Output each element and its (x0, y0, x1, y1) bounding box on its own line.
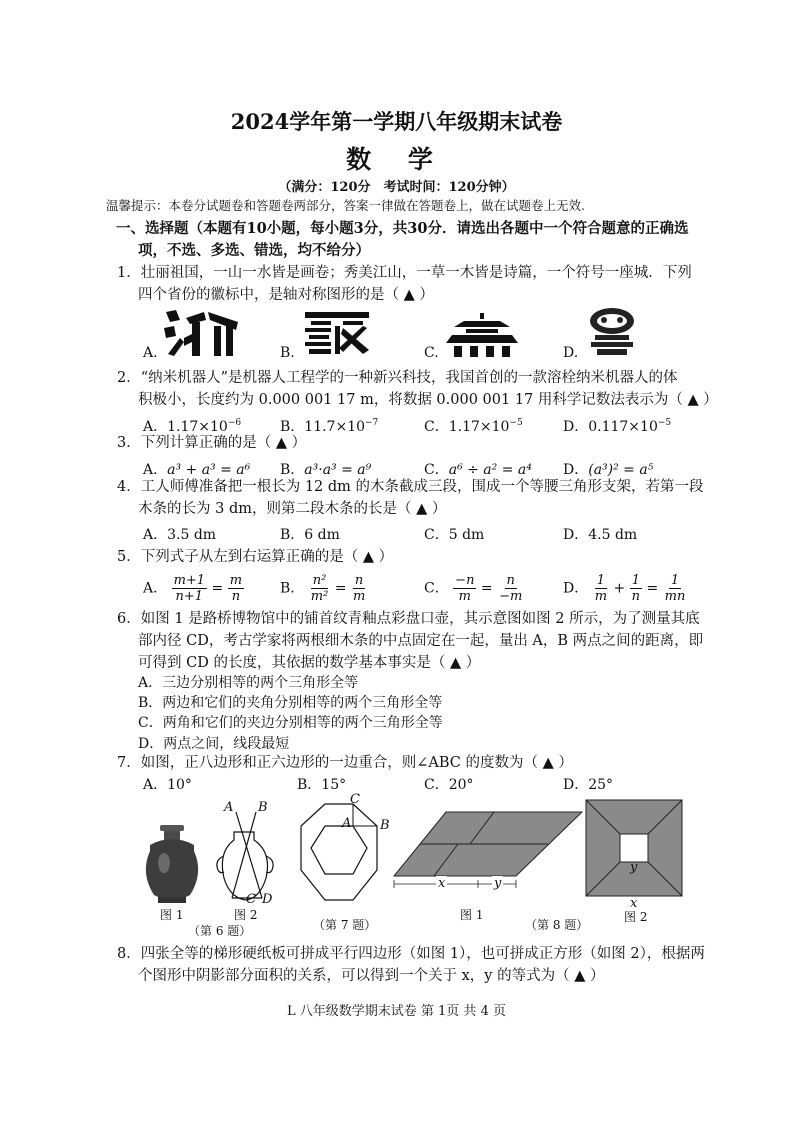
q6-line2: 部内径 CD，考古学家将两根细木条的中点固定在一起，量出 A，B 两点之间的距离，即 (138, 633, 704, 649)
page-footer: L 八年级数学期末试卷 第 1页 共 4 页 (287, 1004, 506, 1019)
q8-parallelogram-diagram (394, 808, 584, 888)
q2-option-c: C．$1.17\times 10^{-5}$ (424, 418, 523, 435)
q2-option-d: D．$0.117\times 10^{-5}$ (563, 418, 672, 435)
q3-option-b: B．a³·a³ = a⁹ (280, 462, 372, 478)
q7-option-c: C．20° (424, 777, 474, 793)
q6-caption: （第 6 题） (188, 924, 252, 938)
q3-option-d: D．(a³)² = a⁵ (563, 462, 654, 478)
xizang-logo-icon (303, 310, 371, 356)
q4-option-c: C．5 dm (424, 527, 485, 543)
q3-option-a: A．a³ + a³ = a⁶ (143, 462, 251, 478)
q4-option-d: D．4.5 dm (563, 527, 638, 543)
q6-option-d: D．两点之间，线段最短 (138, 736, 290, 752)
q6-label-c: C (246, 892, 256, 907)
q8-label-y: y (494, 876, 502, 891)
exam-title: 2024学年第一学期八年级期末试卷 (230, 109, 563, 134)
q6-line1: 6．如图 1 是路桥博物馆中的铺首纹青釉点彩盘口壶，其示意图如图 2 所示，为了测量其底 (117, 611, 700, 627)
section-heading-line1: 一、选择题（本题有10小题，每小题3分，共30分．请选出各题中一个符合题意的正确选 (116, 220, 689, 237)
vase-photo-icon (140, 823, 204, 905)
q7-octagon-hexagon-diagram (293, 796, 385, 908)
q7-option-b: B．15° (297, 777, 347, 793)
q6-fig1-caption: 图 1 (160, 908, 184, 922)
q1-option-c: C. (424, 345, 439, 361)
q7-label-a: A (342, 816, 352, 831)
q3-line1: 3．下列计算正确的是（ ▲ ） (117, 435, 307, 451)
q5-option-b: B． $\frac{\text{n²}}{\text{m²}}$ = $\frac{n}{m}$ (280, 573, 366, 604)
q6-fig2-caption: 图 2 (234, 908, 258, 922)
q2-option-a: A．$1.17\times 10^{-6}$ (143, 418, 242, 435)
q8-label-x: x (438, 876, 446, 891)
q5-line1: 5．下列式子从左到右运算正确的是（ ▲ ） (117, 549, 394, 565)
q2-option-b: B．$11.7\times 10^{-7}$ (280, 418, 379, 435)
q6-option-c: C．两角和它们的夹边分别相等的两个三角形全等 (138, 715, 443, 731)
q5-option-d: D． $\frac{1}{m}$ + $\frac{1}{n}$ = $\frac{1}{mn}$ (563, 573, 686, 604)
q4-line1: 4．工人师傅准备把一根长为 12 dm 的木条截成三段，围成一个等腰三角形支架，若第一段 (117, 479, 704, 495)
q8-square-diagram (584, 798, 684, 898)
q5-option-a: A． $\frac{m+1}{n+1}$ = $\frac{m}{n}$ (143, 573, 243, 604)
lion-logo-icon (585, 305, 639, 359)
q7-label-c: C (350, 792, 360, 807)
q1-line2: 四个省份的徽标中，是轴对称图形的是（ ▲ ） (138, 287, 434, 303)
q6-label-b: B (258, 800, 268, 815)
q8-caption: （第 8 题） (525, 918, 589, 932)
q8-line1: 8．四张全等的梯形硬纸板可拼成平行四边形（如图 1），也可拼成正方形（如图 2），根据两 (117, 946, 705, 962)
q1-option-a: A. (143, 345, 158, 361)
q4-line2: 木条的长为 3 dm，则第二段木条的长是（ ▲ ） (138, 501, 447, 517)
q2-line2: 积极小，长度约为 0.000 001 17 m，将数据 0.000 001 17 用科学记数法表示为（ ▲ ） (138, 392, 718, 408)
zhejiang-logo-icon (162, 308, 240, 358)
q8-fig2-label-y: y (630, 860, 638, 875)
q7-caption: （第 7 题） (313, 918, 377, 932)
section-heading-line2: 项，不选、多选、错选，均不给分） (138, 242, 370, 259)
q8-fig1-caption: 图 1 (460, 908, 484, 922)
q8-line2: 个图形中阴影部分面积的关系，可以得到一个关于 x，y 的等式为（ ▲ ） (138, 968, 605, 984)
q6-label-d: D (262, 892, 273, 907)
q7-line1: 7．如图，正八边形和正六边形的一边重合，则∠ABC 的度数为（ ▲ ） (117, 755, 573, 771)
q7-option-d: D．25° (563, 777, 614, 793)
exam-meta: （满分：120分 考试时间：120分钟） (278, 180, 515, 195)
subject-title: 数 学 (346, 145, 447, 174)
q8-fig2-label-x: x (630, 896, 638, 911)
q8-fig2-caption: 图 2 (624, 910, 648, 924)
q4-option-b: B．6 dm (280, 527, 340, 543)
q6-line3: 可得到 CD 的长度，其依据的数学基本事实是（ ▲ ） (138, 655, 481, 671)
q6-label-a: A (224, 800, 234, 815)
q3-option-c: C．a⁶ ÷ a² = a⁴ (424, 462, 532, 478)
exam-tip: 温馨提示：本卷分试题卷和答题卷两部分，答案一律做在答题卷上，做在试题卷上无效. (106, 198, 585, 213)
q7-label-b: B (380, 818, 390, 833)
q6-option-b: B．两边和它们的夹角分别相等的两个三角形全等 (138, 695, 443, 711)
section-heading (118, 218, 698, 262)
q2-line1: 2．“纳米机器人”是机器人工程学的一种新兴科技，我国首创的一款溶栓纳米机器人的体 (117, 370, 678, 386)
q7-option-a: A．10° (143, 777, 192, 793)
q6-option-a: A．三边分别相等的两个三角形全等 (138, 675, 359, 691)
q1-option-d: D. (563, 345, 579, 361)
q5-option-c: C． $\frac{-n}{m}$ = $\frac{n}{-m}$ (424, 573, 523, 604)
q4-option-a: A．3.5 dm (143, 527, 217, 543)
q1-option-b: B. (280, 345, 295, 361)
pavilion-logo-icon (446, 313, 518, 357)
q1-line1: 1．壮丽祖国，一山一水皆是画卷；秀美江山，一草一木皆是诗篇，一个符号一座城．下列 (117, 265, 692, 281)
